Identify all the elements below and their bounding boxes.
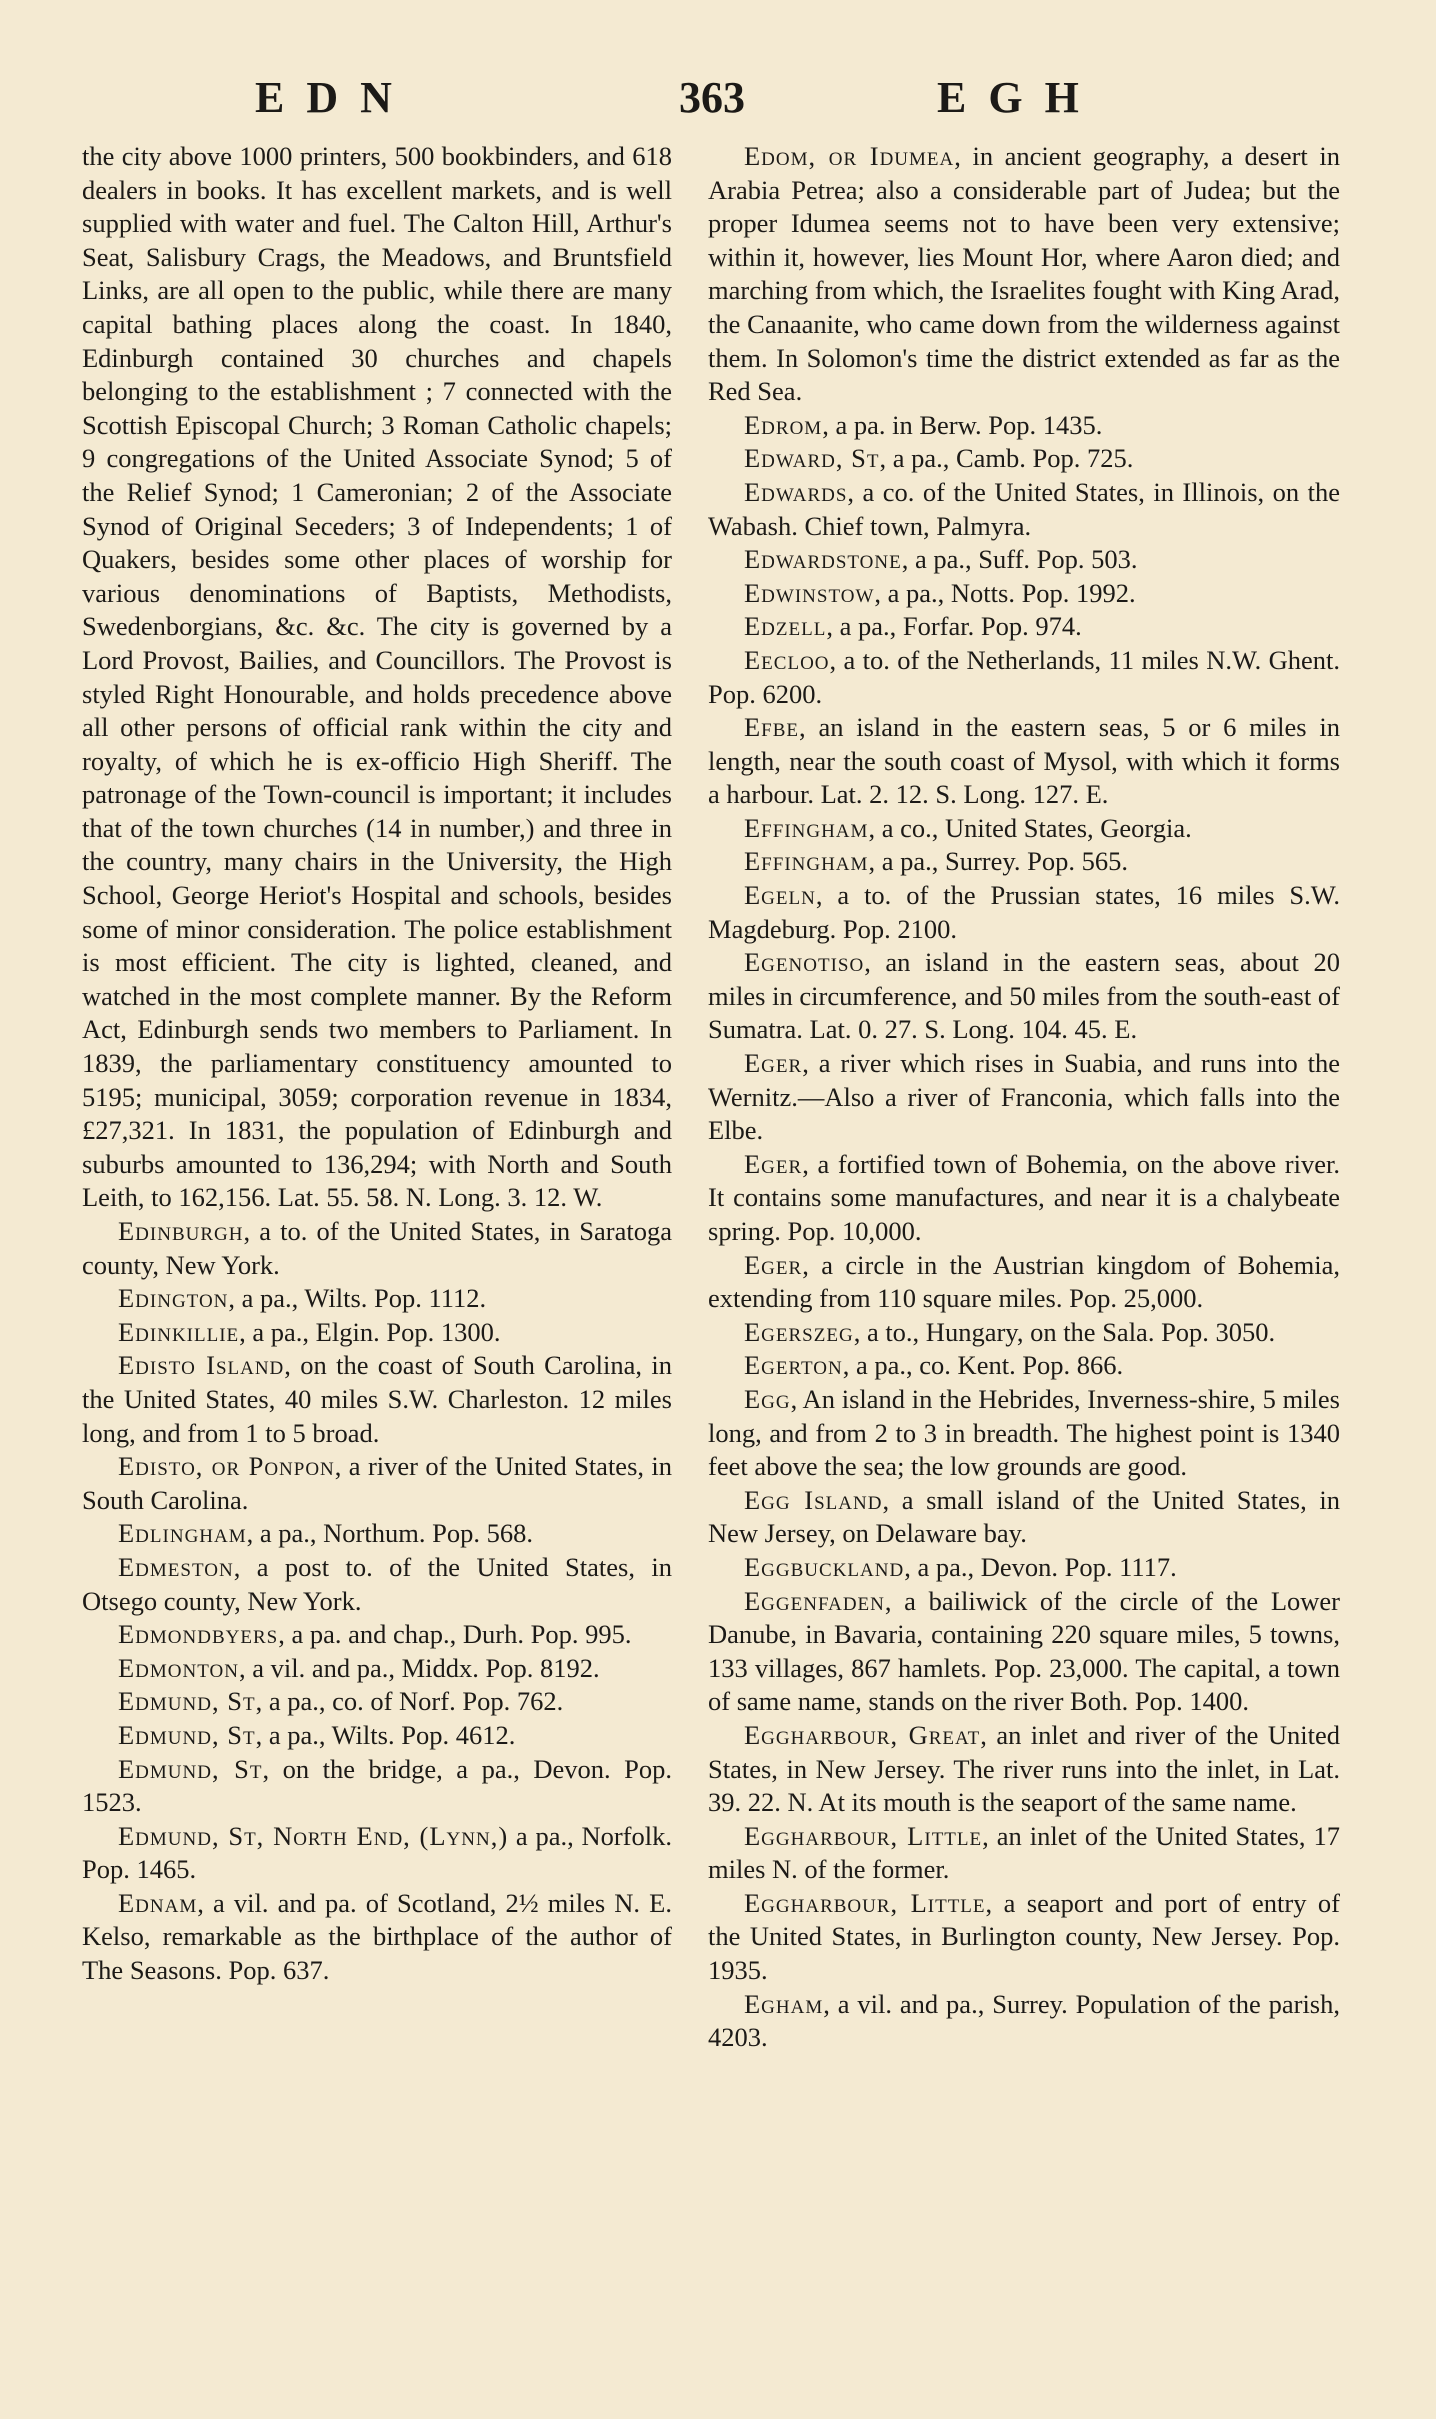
gazetteer-entry: [708, 1249, 1340, 1316]
gazetteer-entry: [82, 1719, 672, 1753]
entry-text: a pa., Norfolk. Pop. 1465.: [82, 1820, 672, 1885]
entry-headword: Edisto, or Ponpon: [118, 1451, 335, 1482]
entry-headword: Eger: [744, 1048, 803, 1079]
entry-text: , An island in the Hebrides, Inverness-shire, 5 miles long, and from 2 to 3 in breadth. The highest point is 1340 feet above the sea; the low grounds are good.: [708, 1383, 1340, 1482]
gazetteer-entry: [708, 1551, 1340, 1585]
gazetteer-entry: [82, 1685, 672, 1719]
page-number: 363: [679, 73, 745, 122]
entry-headword: Egg: [744, 1383, 791, 1414]
entry-text: , a post to. of the United States, in Otsego county, New York.: [82, 1551, 672, 1616]
gazetteer-entry: [82, 1316, 672, 1350]
entry-text: , a pa., co. Kent. Pop. 866.: [842, 1350, 1124, 1381]
gazetteer-entry: [82, 1618, 672, 1652]
entry-text: , a pa., Wilts. Pop. 4612.: [255, 1719, 516, 1750]
entry-headword: Egerton: [744, 1350, 843, 1381]
gazetteer-entry: [708, 476, 1340, 543]
entry-headword: Eggharbour, Little: [744, 1887, 986, 1918]
entry-headword: Edward, St: [744, 443, 880, 474]
gazetteer-entry: [708, 1349, 1340, 1383]
entry-text: , an inlet and river of the United States, in New Jersey. The river runs into the inlet, in Lat. 39. 22. N. At its mouth is the seaport of the same name.: [708, 1719, 1340, 1818]
entry-headword: Edington: [118, 1283, 229, 1314]
entry-headword: Edmondbyers: [118, 1619, 279, 1650]
entry-headword: Eger: [744, 1148, 803, 1179]
gazetteer-entry: [708, 845, 1340, 879]
entry-text: , a to., Hungary, on the Sala. Pop. 3050.: [853, 1316, 1276, 1347]
entry-headword: Egham: [744, 1988, 824, 2019]
entry-headword: Edinkillie: [118, 1316, 240, 1347]
gazetteer-entry: [708, 1988, 1340, 2055]
gazetteer-entry: [708, 1148, 1340, 1249]
gazetteer-entry: [82, 1887, 672, 1988]
gazetteer-entry: [708, 879, 1340, 946]
entry-text: , on the bridge, a pa., Devon. Pop. 1523.: [82, 1753, 672, 1818]
entry-text: , a pa., Forfar. Pop. 974.: [826, 611, 1082, 642]
entry-text: , a pa., Notts. Pop. 1992.: [874, 577, 1136, 608]
entry-text: , a vil. and pa., Middx. Pop. 8192.: [238, 1652, 600, 1683]
header-right-guide-word: EGH: [937, 73, 1101, 122]
gazetteer-entry: [82, 140, 672, 1215]
entry-text: , a pa., Wilts. Pop. 1112.: [228, 1283, 487, 1314]
entry-text: , on the coast of South Carolina, in the United States, 40 miles S.W. Charleston. 12 miles long, and from 1 to 5 broad.: [82, 1350, 672, 1448]
gazetteer-entry: [708, 577, 1340, 611]
entry-headword: Edmund, St: [118, 1719, 256, 1750]
header-left-guide-word: EDN: [255, 73, 414, 122]
entry-headword: Egenotiso: [744, 947, 865, 978]
gazetteer-entry: [708, 1887, 1340, 1988]
entry-text: , a to. of the Prussian states, 16 miles S.W. Magdeburg. Pop. 2100.: [708, 880, 1340, 944]
entry-text: , a pa., Surrey. Pop. 565.: [868, 846, 1129, 877]
entry-headword: Egerszeg: [744, 1316, 854, 1347]
entry-headword: Edmeston: [118, 1551, 234, 1582]
entry-text: , a river of the United States, in South Carolina.: [82, 1451, 672, 1515]
gazetteer-entry: [708, 1383, 1340, 1484]
left-column: [82, 140, 672, 2370]
entry-headword: Ednam: [118, 1887, 198, 1918]
entry-headword: Egg Island: [744, 1484, 883, 1515]
entry-headword: Eggharbour, Great: [744, 1719, 981, 1750]
entry-headword: Edmonton: [118, 1652, 239, 1683]
gazetteer-entry: [708, 812, 1340, 846]
running-header: [0, 72, 1436, 132]
gazetteer-entry: [82, 1450, 672, 1517]
gazetteer-entry: [82, 1551, 672, 1618]
gazetteer-entry: [82, 1517, 672, 1551]
entry-text: , a seaport and port of entry of the United States, in Burlington county, New Jersey. Pop. 1935.: [708, 1887, 1340, 1986]
entry-headword: Eecloo: [744, 644, 830, 675]
entry-text: , a fortified town of Bohemia, on the above river. It contains some manufactures, and near it is a chalybeate spring. Pop. 10,000.: [708, 1148, 1340, 1246]
entry-headword: Effingham: [744, 812, 869, 843]
entry-headword: Edzell: [744, 611, 827, 642]
entry-headword: Edinburgh: [118, 1216, 244, 1246]
entry-text: , a pa., Camb. Pop. 725.: [879, 443, 1134, 474]
gazetteer-entry: [708, 711, 1340, 812]
gazetteer-entry: [708, 140, 1340, 409]
entry-text: , a pa., Northum. Pop. 568.: [246, 1518, 533, 1549]
entry-text: , a pa., Devon. Pop. 1117.: [904, 1551, 1177, 1582]
entry-text: , a to. of the United States, in Saratoga county, New York.: [82, 1216, 672, 1280]
entry-headword: Edwardstone: [744, 544, 902, 575]
entry-headword: Egeln: [744, 880, 816, 911]
entry-text: , a to. of the Netherlands, 11 miles N.W. Ghent. Pop. 6200.: [708, 644, 1340, 709]
entry-text: the city above 1000 printers, 500 bookbinders, and 618 dealers in books. It has excellent markets, and is well supplied with water and fuel. The Calton Hill, Arthur's Seat, Salisbury Crags, the Meadows, and Bruntsfield Links, are all open to the public, while there are many capital bathing places along the coast. In 1840, Edinburgh contained 30 churches and chapels belonging to the establishment ; 7 connected with the Scottish Episcopal Church; 3 Roman Catholic chapels; 9 congregations of the United Associate Synod; 5 of the Relief Synod; 1 Cameronian; 2 of the Associate Synod of Original Seceders; 3 of Independents; 1 of Quakers, besides some other places of worship for various denominations of Baptists, Methodists, Swedenborgians, &c. &c. The city is governed by a Lord Provost, Bailies, and Councillors. The Provost is styled Right Honourable, and holds precedence above all other persons of official rank within the city and royalty, of which he is ex-officio High Sheriff. The patronage of the Town-council is important; it includes that of the town churches (14 in number,) and three in the country, many chairs in the University, the High School, George Heriot's Hospital and schools, besides some of minor consideration. The police establishment is most efficient. The city is lighted, cleaned, and watched in the most complete manner. By the Reform Act, Edinburgh sends two members to Parliament. In 1839, the parliamentary constituency amounted to 5195; municipal, 3059; corporation revenue in 1834, £27,321. In 1831, the population of Edinburgh and suburbs amounted to 136,294; with North and South Leith, to 162,156. Lat. 55. 58. N. Long. 3. 12. W.: [82, 141, 672, 1213]
entry-text: , a river which rises in Suabia, and runs into the Wernitz.—Also a river of Franconia, which falls into the Elbe.: [708, 1048, 1340, 1146]
gazetteer-entry: [708, 1484, 1340, 1551]
gazetteer-entry: [708, 644, 1340, 711]
entry-headword: Efbe: [744, 712, 800, 743]
gazetteer-entry: [82, 1282, 672, 1316]
gazetteer-entry: [708, 946, 1340, 1047]
entry-text: , a co., United States, Georgia.: [868, 812, 1192, 843]
entry-text: , a pa. in Berw. Pop. 1435.: [822, 409, 1103, 440]
gazetteer-entry: [708, 442, 1340, 476]
entry-headword: Eggbuckland: [744, 1551, 905, 1582]
entry-text: , an island in the eastern seas, 5 or 6 miles in length, near the south coast of Mysol, with which it forms a harbour. Lat. 2. 12. S. Long. 127. E.: [708, 712, 1340, 810]
entry-text: , in ancient geography, a desert in Arabia Petrea; also a considerable part of Judea; but the proper Idumea seems not to have been very extensive; within it, however, lies Mount Hor, where Aaron died; and marching from which, the Israelites fought with King Arad, the Canaanite, who came down from the wilderness against them. In Solomon's time the district extended as far as the Red Sea.: [708, 141, 1340, 407]
entry-headword: Edlingham: [118, 1518, 247, 1549]
entry-text: , a vil. and pa. of Scotland, 2½ miles N. E. Kelso, remarkable as the birthplace of the author of The Seasons. Pop. 637.: [82, 1887, 672, 1986]
entry-text: , an inlet of the United States, 17 miles N. of the former.: [708, 1820, 1340, 1885]
entry-headword: Edwinstow: [744, 577, 875, 608]
entry-headword: Edom, or Idumea: [744, 141, 955, 171]
gazetteer-entry: [708, 1316, 1340, 1350]
entry-text: , a pa., co. of Norf. Pop. 762.: [255, 1686, 564, 1717]
entry-text: , a pa., Suff. Pop. 503.: [901, 544, 1138, 575]
entry-text: , a co. of the United States, in Illinois, on the Wabash. Chief town, Palmyra.: [708, 476, 1340, 541]
entry-text: , a pa. and chap., Durh. Pop. 995.: [278, 1619, 632, 1650]
gazetteer-entry: [708, 409, 1340, 443]
entry-text: , a pa., Elgin. Pop. 1300.: [239, 1316, 501, 1347]
gazetteer-entry: [708, 610, 1340, 644]
entry-headword: Edisto Island: [118, 1350, 285, 1381]
gazetteer-entry: [708, 1719, 1340, 1820]
entry-text: , a vil. and pa., Surrey. Population of the parish, 4203.: [708, 1988, 1340, 2053]
gazetteer-entry: [708, 1047, 1340, 1148]
entry-headword: Effingham: [744, 846, 869, 877]
entry-text: , an island in the eastern seas, about 20 miles in circumference, and 50 miles from the south-east of Sumatra. Lat. 0. 27. S. Long. 104. 45. E.: [708, 947, 1340, 1045]
gazetteer-entry: [82, 1215, 672, 1282]
entry-headword: Edmund, St, North End, (Lynn,): [118, 1820, 509, 1851]
entry-headword: Eggenfaden: [744, 1585, 885, 1616]
gazetteer-entry: [82, 1349, 672, 1450]
right-column: [708, 140, 1340, 2370]
gazetteer-entry: [82, 1753, 672, 1820]
entry-headword: Edmund, St: [118, 1686, 256, 1717]
entry-text: , a bailiwick of the circle of the Lower Danube, in Bavaria, containing 220 square miles, 5 towns, 133 villages, 867 hamlets. Pop. 23,000. The capital, a town of same name, stands on the river Both. Pop. 1400.: [708, 1585, 1340, 1717]
gazetteer-entry: [708, 543, 1340, 577]
entry-text: , a circle in the Austrian kingdom of Bohemia, extending from 110 square miles. Pop. 25,000.: [708, 1249, 1340, 1314]
entry-headword: Eger: [744, 1249, 803, 1280]
entry-text: , a small island of the United States, in New Jersey, on Delaware bay.: [708, 1484, 1340, 1549]
gazetteer-entry: [708, 1820, 1340, 1887]
gazetteer-entry: [82, 1820, 672, 1887]
entry-headword: Edmund, St: [118, 1753, 263, 1784]
entry-headword: Edrom: [744, 409, 823, 440]
entry-headword: Eggharbour, Little: [744, 1820, 983, 1851]
gazetteer-entry: [708, 1585, 1340, 1719]
gazetteer-entry: [82, 1652, 672, 1686]
entry-headword: Edwards: [744, 476, 848, 507]
